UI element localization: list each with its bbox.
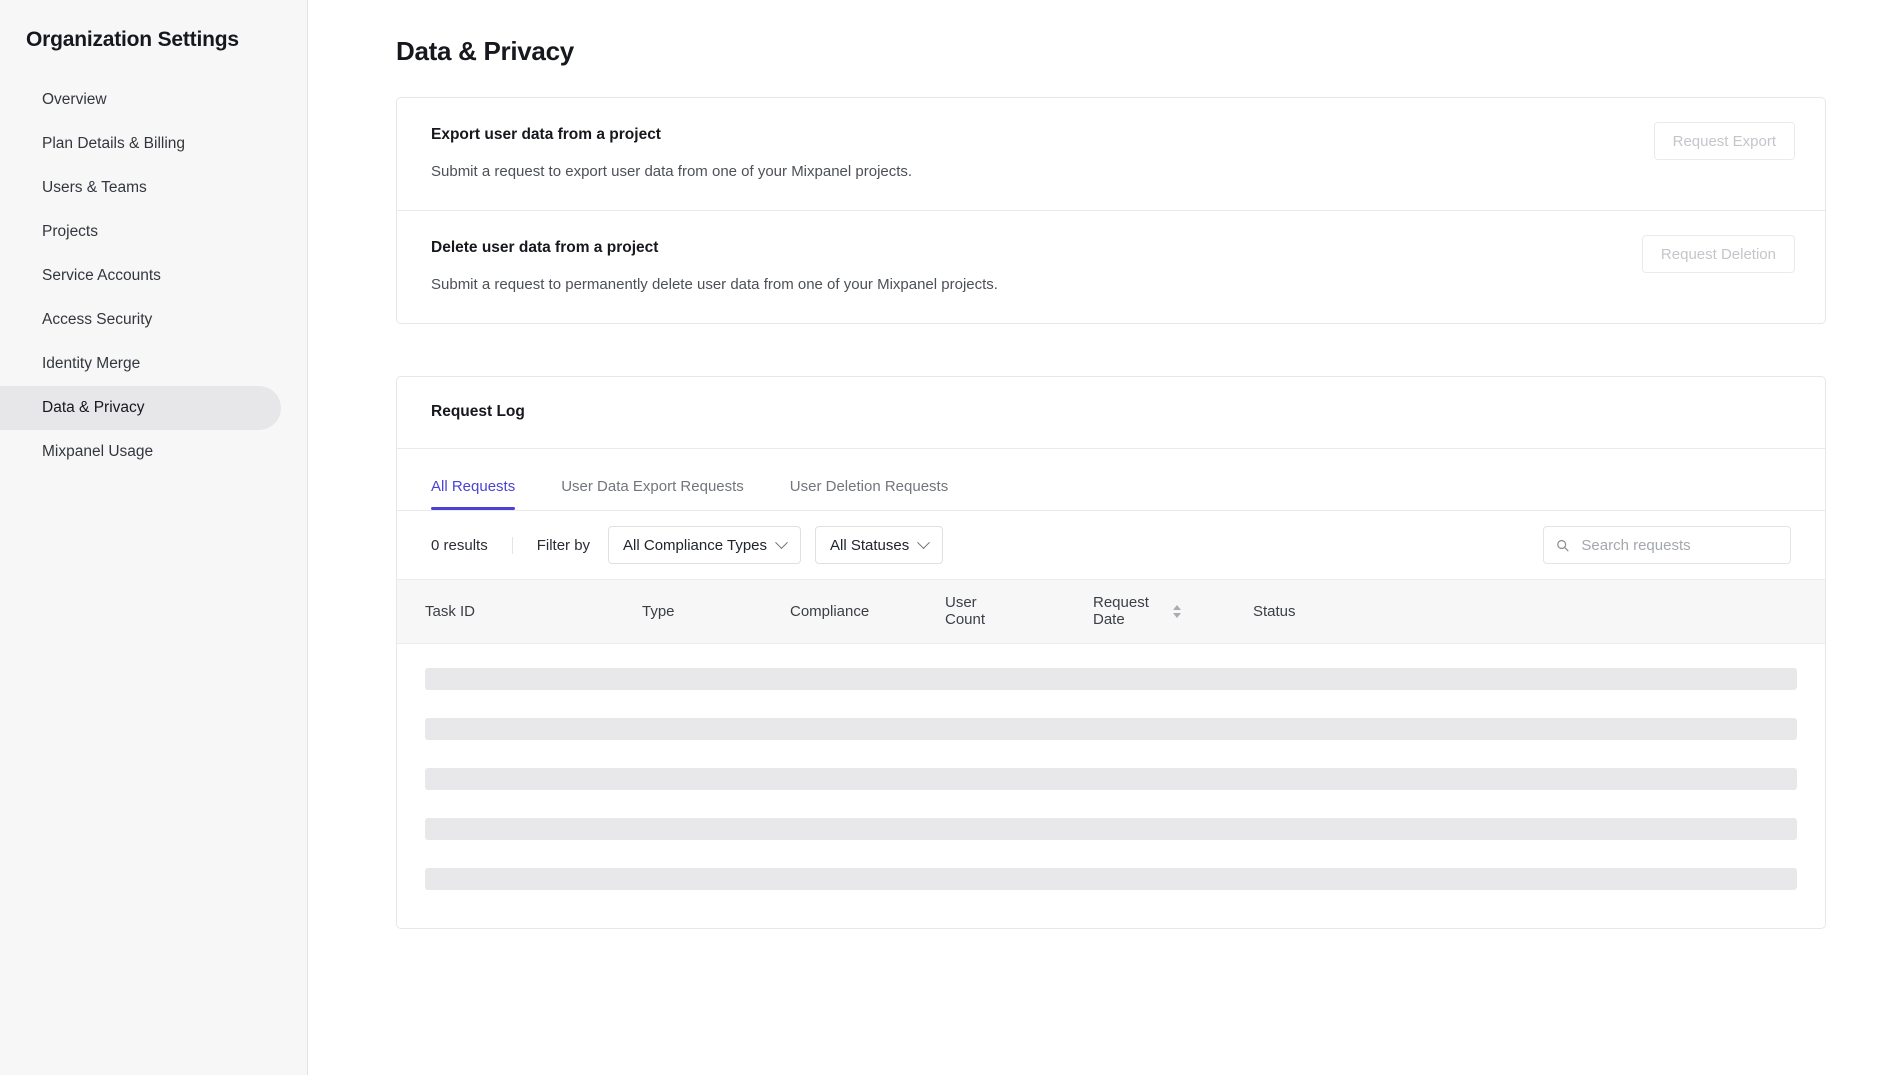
sidebar-item-label: Service Accounts xyxy=(42,267,161,284)
sidebar-item-label: Projects xyxy=(42,223,98,240)
status-value: All Statuses xyxy=(830,536,910,554)
tab-label: User Deletion Requests xyxy=(789,478,949,495)
chevron-down-icon xyxy=(775,536,788,549)
sidebar-item-label: Mixpanel Usage xyxy=(42,443,154,460)
tab-all-requests[interactable] xyxy=(431,478,515,510)
main-content xyxy=(308,0,1886,1075)
chevron-down-icon xyxy=(917,536,930,549)
table-row xyxy=(425,818,1797,840)
sidebar-nav xyxy=(0,78,307,474)
tab-user-deletion-requests[interactable] xyxy=(790,478,948,510)
sidebar-item-plan-details-billing[interactable] xyxy=(0,122,281,166)
tab-label: User Data Export Requests xyxy=(561,478,744,495)
export-user-data-row xyxy=(397,98,1825,210)
column-label: Type xyxy=(642,602,675,620)
sidebar-item-label: Access Security xyxy=(42,311,153,328)
column-header-user-count[interactable] xyxy=(945,580,1093,644)
delete-user-data-row xyxy=(397,210,1825,323)
column-header-request-date[interactable] xyxy=(1093,580,1253,644)
table-loading-placeholder xyxy=(397,644,1825,928)
column-label: Request Date xyxy=(1093,594,1149,629)
sidebar-item-service-accounts[interactable] xyxy=(0,254,281,298)
request-log-filterbar xyxy=(397,511,1825,579)
sidebar-item-users-teams[interactable] xyxy=(0,166,281,210)
tab-user-data-export-requests[interactable] xyxy=(561,478,744,510)
request-export-button[interactable]: Request Export xyxy=(1654,122,1795,160)
table-row xyxy=(425,718,1797,740)
sidebar-item-label: Users & Teams xyxy=(42,179,147,196)
sidebar-item-overview[interactable] xyxy=(0,78,281,122)
table-row xyxy=(425,868,1797,890)
request-log-card xyxy=(396,376,1826,929)
results-count: 0 results xyxy=(431,537,513,554)
sidebar-item-projects[interactable] xyxy=(0,210,281,254)
request-log-table xyxy=(397,579,1825,644)
table-row xyxy=(425,668,1797,690)
request-log-tabs xyxy=(397,449,1825,511)
tab-label: All Requests xyxy=(431,478,516,495)
table-row xyxy=(425,768,1797,790)
search-input[interactable] xyxy=(1579,536,1778,555)
column-header-status[interactable] xyxy=(1253,580,1825,644)
search-icon xyxy=(1556,538,1569,553)
search-requests-box[interactable] xyxy=(1543,526,1791,564)
export-user-data-heading: Export user data from a project xyxy=(431,126,661,143)
column-label: User Count xyxy=(945,594,986,629)
delete-user-data-description: Submit a request to permanently delete user data from one of your Mixpanel projects. xyxy=(431,276,998,293)
page-title: Data & Privacy xyxy=(396,36,574,66)
sidebar-item-label: Plan Details & Billing xyxy=(42,135,186,152)
sidebar-item-access-security[interactable] xyxy=(0,298,281,342)
compliance-type-value: All Compliance Types xyxy=(623,536,768,554)
column-label: Status xyxy=(1253,602,1296,620)
column-header-task-id[interactable] xyxy=(397,580,642,644)
sidebar-title: Organization Settings xyxy=(26,28,239,51)
status-select[interactable] xyxy=(815,526,943,564)
request-deletion-button[interactable]: Request Deletion xyxy=(1642,235,1795,273)
data-privacy-actions-card xyxy=(396,97,1826,324)
sort-toggle-icon[interactable] xyxy=(1173,605,1181,618)
sidebar-item-data-privacy[interactable] xyxy=(0,386,281,430)
sidebar-item-identity-merge[interactable] xyxy=(0,342,281,386)
sidebar-item-label: Identity Merge xyxy=(42,355,141,372)
table-header-row xyxy=(397,580,1825,644)
request-log-table-head xyxy=(397,580,1825,644)
column-header-compliance[interactable] xyxy=(790,580,945,644)
sidebar-item-label: Overview xyxy=(42,91,107,108)
sidebar-item-mixpanel-usage[interactable] xyxy=(0,430,281,474)
request-log-heading: Request Log xyxy=(397,377,1825,449)
column-label: Task ID xyxy=(425,602,476,620)
delete-user-data-heading: Delete user data from a project xyxy=(431,239,659,256)
compliance-type-select[interactable] xyxy=(608,526,801,564)
sidebar xyxy=(0,0,308,1075)
sidebar-item-label: Data & Privacy xyxy=(42,399,145,416)
column-label: Compliance xyxy=(790,602,870,620)
filter-by-label: Filter by xyxy=(536,536,591,554)
column-header-type[interactable] xyxy=(642,580,790,644)
export-user-data-description: Submit a request to export user data from one of your Mixpanel projects. xyxy=(431,163,913,180)
